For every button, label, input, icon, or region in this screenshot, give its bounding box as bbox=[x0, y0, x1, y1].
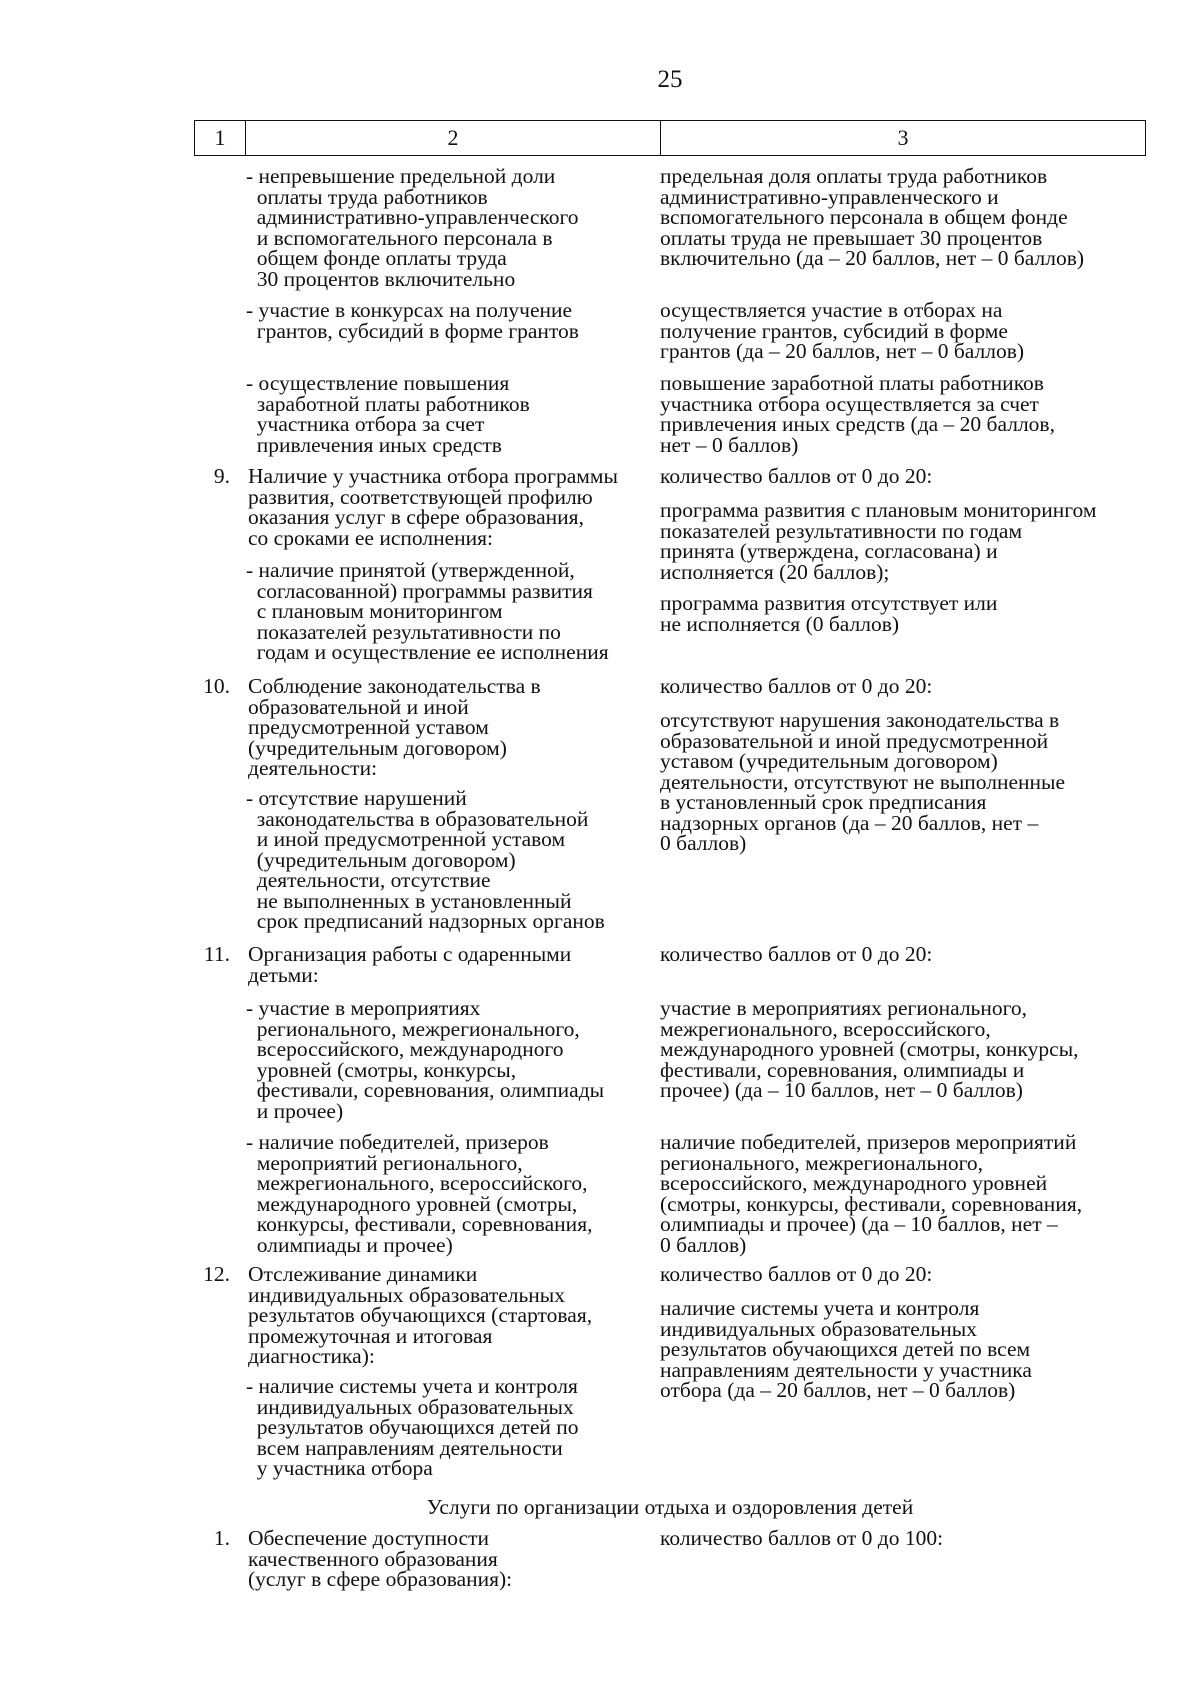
criterion-scoring-text: участие в мероприятиях регионального, межрегионального, всероссийского, международного уровней (смотры, конкурсы, фестивали, соревнования, олимпиады и прочее) (да – 10 баллов, нет – 0 баллов) bbox=[660, 996, 1079, 1102]
criterion-scoring-text: наличие системы учета и контроля индивидуальных образовательных результатов обучающихся детей по всем направлениям деятельности у участника отбора (да – 20 баллов, нет – 0 баллов) bbox=[660, 1296, 1032, 1402]
row-number: 1. bbox=[213, 1526, 230, 1550]
criterion-text: Наличие у участника отбора программы развития, соответствующей профилю оказания услуг в сфере образования, со сроками ее исполнения: bbox=[248, 464, 618, 550]
criterion-text: - непревышение предельной доли оплаты труда работников административно-управленческого и вспомогательного персонала в общем фонде оплаты труда 30 процентов включительно bbox=[246, 164, 579, 291]
header-cell-col2: 2 bbox=[246, 121, 661, 155]
criterion-scoring-text: осуществляется участие в отборах на получение грантов, субсидий в форме грантов (да – 20 баллов, нет – 0 баллов) bbox=[660, 298, 1025, 363]
section-title: Услуги по организации отдыха и оздоровления детей bbox=[426, 1495, 914, 1519]
criterion-text: - отсутствие нарушений законодательства в образовательной и иной предусмотренной уставом (учредительным договором) деятельности, отсутствие не выполненных в установленный срок предписаний надзорных органов bbox=[246, 786, 605, 933]
header-cell-col1: 1 bbox=[195, 121, 246, 155]
criterion-text: - наличие системы учета и контроля индивидуальных образовательных результатов обучающихся детей по всем направлениям деятельности у участника отбора bbox=[246, 1374, 579, 1480]
row-number: 12. bbox=[203, 1262, 230, 1286]
criterion-scoring-text: количество баллов от 0 до 20: bbox=[660, 1262, 933, 1286]
criterion-text: Отслеживание динамики индивидуальных образовательных результатов обучающихся (стартовая, промежуточная и итоговая диагностика): bbox=[248, 1262, 593, 1368]
header-cell-col3: 3 bbox=[897, 125, 909, 150]
criterion-text: - участие в конкурсах на получение грантов, субсидий в форме грантов bbox=[246, 298, 579, 343]
criterion-text: Организация работы с одаренными детьми: bbox=[248, 942, 572, 987]
row-number: 11. bbox=[203, 942, 230, 966]
criterion-scoring-text: отсутствуют нарушения законодательства в образовательной и иной предусмотренной уставом (учредительным договором) деятельности, отсутствуют не выполненные в установленный срок предписания надзорных органов (да – 20 баллов, нет – 0 баллов) bbox=[660, 708, 1066, 855]
page-number: 25 bbox=[657, 66, 683, 93]
criterion-text: Соблюдение законодательства в образовательной и иной предусмотренной уставом (учредительным договором) деятельности: bbox=[248, 674, 541, 780]
criterion-scoring-text: количество баллов от 0 до 100: bbox=[660, 1526, 944, 1550]
criterion-scoring-text: повышение заработной платы работников участника отбора осуществляется за счет привлечения иных средств (да – 20 баллов, нет – 0 баллов) bbox=[660, 371, 1055, 457]
table-header-row bbox=[194, 120, 1146, 156]
row-number: 10. bbox=[203, 674, 230, 698]
criterion-text: Обеспечение доступности качественного образования (услуг в сфере образования): bbox=[248, 1526, 513, 1591]
row-number: 9. bbox=[213, 464, 230, 488]
criterion-scoring-text: количество баллов от 0 до 20: bbox=[660, 464, 933, 488]
criterion-text: - наличие победителей, призеров мероприятий регионального, межрегионального, всероссийского, международного уровней (смотры, конкурсы, фестивали, соревнования, олимпиады и прочее) bbox=[246, 1130, 593, 1257]
criterion-scoring-text: количество баллов от 0 до 20: bbox=[660, 942, 933, 966]
criterion-scoring-text: наличие победителей, призеров мероприятий регионального, межрегионального, всероссийского, международного уровней (смотры, конкурсы, фестивали, соревнования, олимпиады и прочее) (да – 10 баллов, нет – 0 баллов) bbox=[660, 1130, 1083, 1257]
criterion-scoring-text: программа развития с плановым мониторингом показателей результативности по годам принята (утверждена, согласована) и исполняется (20 баллов); bbox=[660, 498, 1097, 584]
criterion-scoring-text: программа развития отсутствует или не исполняется (0 баллов) bbox=[660, 591, 998, 636]
criterion-text: - осуществление повышения заработной платы работников участника отбора за счет привлечения иных средств bbox=[246, 371, 530, 457]
criterion-text: - участие в мероприятиях регионального, межрегионального, всероссийского, международного уровней (смотры, конкурсы, фестивали, соревнования, олимпиады и прочее) bbox=[246, 996, 605, 1123]
criterion-text: - наличие принятой (утвержденной, согласованной) программы развития с плановым мониторингом показателей результативности по годам и осуществление ее исполнения bbox=[246, 558, 609, 664]
criterion-scoring-text: предельная доля оплаты труда работников административно-управленческого и вспомогательного персонала в общем фонде оплаты труда не превышает 30 процентов включительно (да – 20 баллов, нет – 0 баллов) bbox=[660, 164, 1085, 270]
criterion-scoring-text: количество баллов от 0 до 20: bbox=[660, 674, 933, 698]
